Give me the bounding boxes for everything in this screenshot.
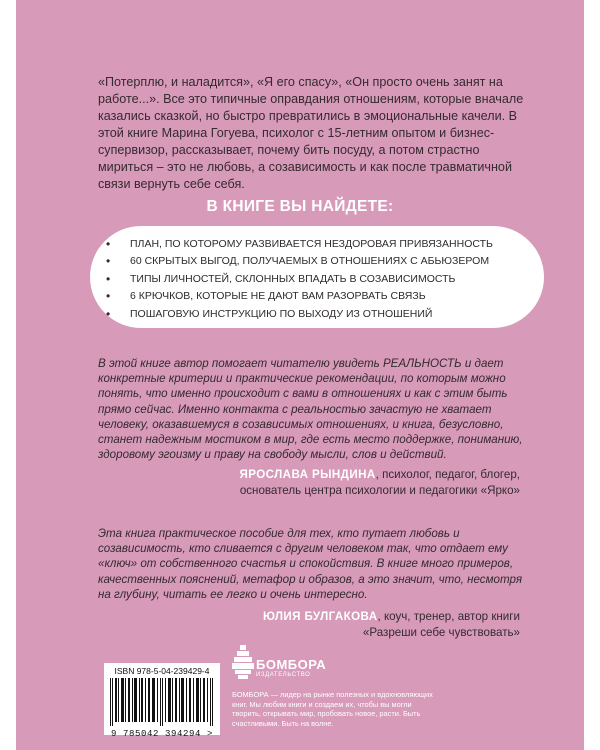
publisher-name: БОМБОРА bbox=[256, 657, 327, 672]
review-author-role-line2: основатель центра психологии и педагогики «Ярко» bbox=[239, 484, 520, 497]
isbn-label: ISBN 978-5-04-239429-4 bbox=[114, 666, 210, 676]
intro-paragraph: «Потерплю, и наладится», «Я его спасу», «Он просто очень занят на работе...». Все это типичные оправдания отношениям, которые вначале казались сказкой, но быстро превратились в эмоциональные качели. В этой книге Марина Гогуева, психолог с 15-летним опытом и бизнес-супервизор, рассказывает, почему бить посуду, а потом страстно мириться – это не любовь, а созависимость и как после травматичной связи вернуть себе себя. bbox=[98, 75, 524, 191]
barcode-digits: 9 785042 394294 > bbox=[110, 729, 213, 739]
list-item: • ПЛАН, ПО КОТОРОМУ РАЗВИВАЕТСЯ НЕЗДОРОВАЯ ПРИВЯЗАННОСТЬ bbox=[122, 236, 544, 253]
features-list-box bbox=[90, 226, 544, 328]
publisher-description: БОМБОРА — лидер на рынке полезных и вдохновляющих книг. Мы любим книги и создаем их, чтобы вы могли творить, открывать мир, пробовать новое, расти. Быть счастливыми. Быть на волне. bbox=[232, 690, 433, 728]
list-item: • ТИПЫ ЛИЧНОСТЕЙ, СКЛОННЫХ ВПАДАТЬ В СОЗАВИСИМОСТЬ bbox=[122, 271, 544, 288]
section-title: В КНИГЕ ВЫ НАЙДЕТЕ: bbox=[206, 198, 394, 215]
list-item: • 6 КРЮЧКОВ, КОТОРЫЕ НЕ ДАЮТ ВАМ РАЗОРВАТЬ СВЯЗЬ bbox=[122, 288, 544, 305]
features-list bbox=[122, 236, 544, 323]
review-attribution-2 bbox=[263, 609, 520, 641]
barcode bbox=[108, 678, 216, 726]
list-item: • ПОШАГОВУЮ ИНСТРУКЦИЮ ПО ВЫХОДУ ИЗ ОТНОШЕНИЙ bbox=[122, 306, 544, 323]
list-item: • 60 СКРЫТЫХ ВЫГОД, ПОЛУЧАЕМЫХ В ОТНОШЕНИЯХ С АБЬЮЗЕРОМ bbox=[122, 253, 544, 270]
barcode-box bbox=[104, 663, 220, 739]
review-author-name: ЯРОСЛАВА РЫНДИНА bbox=[239, 468, 376, 481]
review-author-name: ЮЛИЯ БУЛГАКОВА bbox=[262, 610, 378, 623]
review-quote-1: В этой книге автор помогает читателю увидеть РЕАЛЬНОСТЬ и дает конкретные критерии и практические рекомендации, по которым можно понять, что именно происходит с вами в отношениях и как с этим быть прямо сейчас. Именно контакта с реальностью зачастую не хватает человеку, оказавшемуся в созависимых отношениях, и книга, безусловно, станет надежным мостиком в мир, где есть место поддержке, пониманию, здоровому эгоизму и праву на свободу мысли, слов и действий. bbox=[98, 357, 523, 462]
book-back-cover bbox=[16, 0, 584, 750]
review-attribution-1 bbox=[240, 467, 520, 499]
publisher-logo bbox=[232, 645, 352, 685]
review-author-role: , психолог, педагог, блогер, bbox=[375, 468, 520, 481]
publisher-subtitle: ИЗДАТЕЛЬСТВО bbox=[256, 672, 311, 678]
review-author-role: , коуч, тренер, автор книги bbox=[377, 610, 520, 623]
review-author-role-line2: «Разреши себе чувствовать» bbox=[362, 626, 520, 639]
bombora-logo-icon bbox=[232, 645, 254, 679]
review-quote-2: Эта книга практическое пособие для тех, кто путает любовь и созависимость, кто сливается с другим человеком так, что отдает ему «ключ» от собственного счастья и спокойствия. В книге много примеров, качественных пояснений, метафор и образов, а это значит, что, несмотря на глубину, читать ее легко и очень интересно. bbox=[98, 527, 523, 601]
